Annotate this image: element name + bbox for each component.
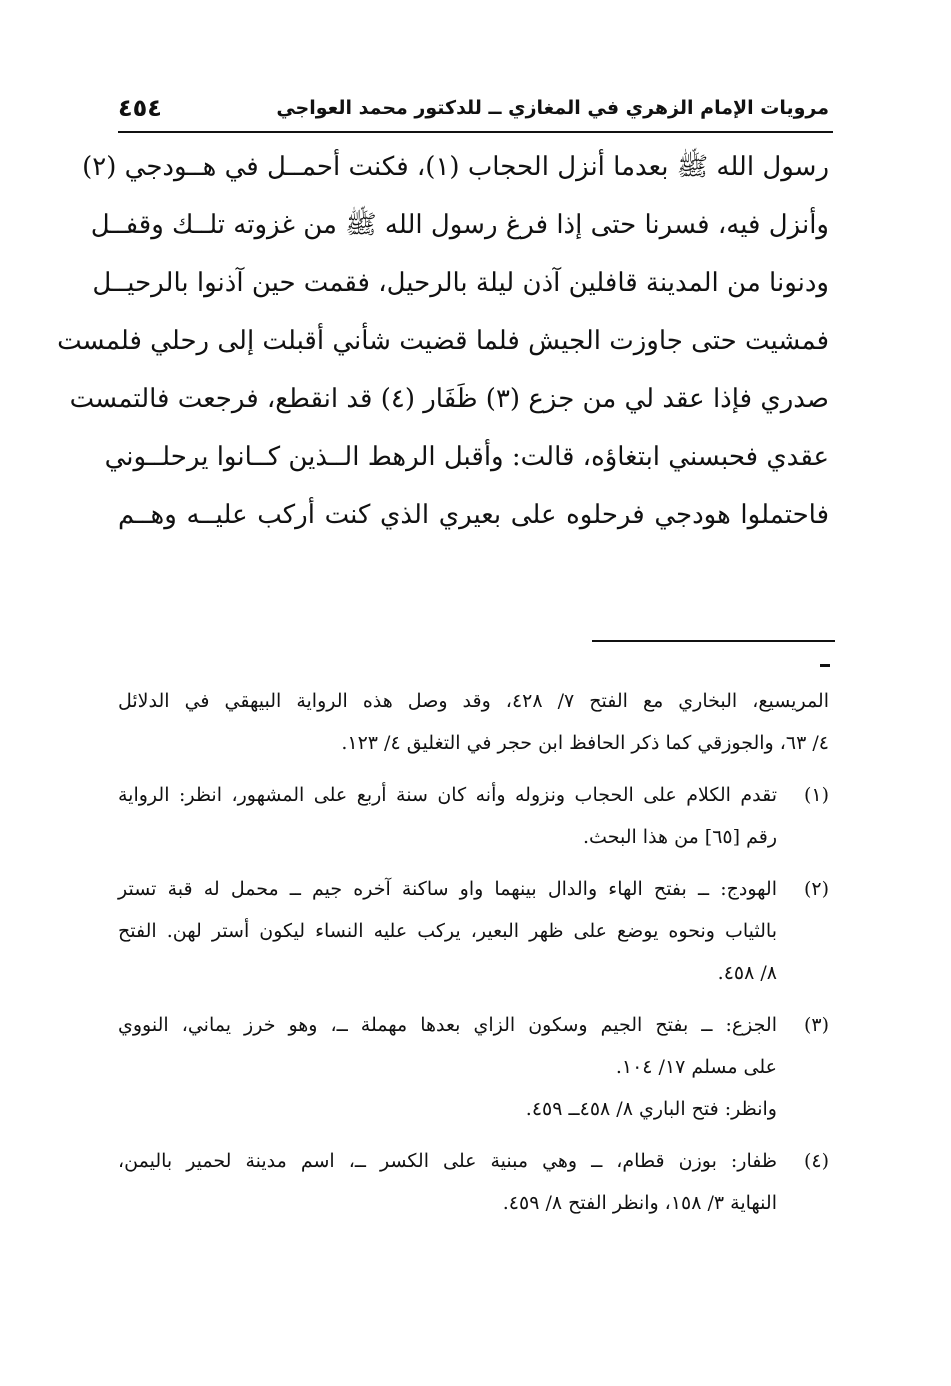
footnote-divider [592, 640, 835, 642]
footnote-line: الجزع: ــ بفتح الجيم وسكون الزاي بعدها مهملة ــ، وهو خرز يماني، النووي [118, 1014, 777, 1036]
footnote-line: بالثياب ونحوه يوضع على ظهر البعير، يركب عليه النساء ليكون أستر لهن. الفتح [118, 920, 777, 942]
header-divider [118, 131, 833, 133]
header-title: مرويات الإمام الزهري في المغازي ــ للدكتور محمد العواجي [276, 97, 829, 119]
body-line: رسول الله ﷺ بعدما أنزل الحجاب (١)، فكنت أحمــل في هــودجي (٢) [82, 152, 829, 182]
footnote-line: رقم [٦٥] من هذا البحث. [583, 826, 777, 848]
footnote-line: ٨/ ٤٥٨. [717, 962, 777, 984]
footnote-4 [118, 1140, 829, 1224]
body-line: ودنونا من المدينة قافلين آذن ليلة بالرحيل، فقمت حين آذنوا بالرحيــل [92, 268, 829, 298]
footnote-line: النهاية ٣/ ١٥٨، وانظر الفتح ٨/ ٤٥٩. [502, 1192, 777, 1214]
footnote-line: المريسيع، البخاري مع الفتح ٧/ ٤٢٨، وقد وصل هذه الرواية البيهقي في الدلائل [118, 690, 829, 712]
footnote-continuation-mark [820, 664, 830, 667]
body-line: فاحتملوا هودجي فرحلوه على بعيري الذي كنت أركب عليــه وهــم [118, 500, 829, 530]
body-line: عقدي فحبسني ابتغاؤه، قالت: وأقبل الرهط الــذين كــانوا يرحلــوني [104, 442, 829, 472]
running-header [118, 88, 829, 128]
footnote-2 [118, 868, 829, 994]
footnote-line: على مسلم ١٧/ ١٠٤. [615, 1056, 777, 1078]
main-text [57, 138, 829, 544]
footnote-line: الهودج: ــ بفتح الهاء والدال بينهما واو ساكنة آخره جيم ــ محمل له قبة تستر [118, 878, 777, 900]
footnote-number: (١) [803, 784, 829, 806]
footnote-3 [118, 1004, 829, 1130]
footnote-line: ٤/ ٦٣، والجوزقي كما ذكر الحافظ ابن حجر في التغليق ٤/ ١٢٣. [341, 732, 829, 754]
body-line: صدري فإذا عقد لي من جزع (٣) ظَفَار (٤) قد انقطع، فرجعت فالتمست [69, 384, 829, 414]
footnote-line: تقدم الكلام على الحجاب ونزوله وأنه كان سنة أربع على المشهور، انظر: الرواية [118, 784, 777, 806]
footnote-line: ظفار: بوزن قطام، ــ وهي مبنية على الكسر ــ، اسم مدينة لحمير باليمن، [118, 1150, 777, 1172]
footnote-line: وانظر: فتح الباري ٨/ ٤٥٨ــ ٤٥٩. [525, 1098, 777, 1120]
footnote-number: (٢) [803, 878, 829, 900]
page-number: ٤٥٤ [118, 94, 162, 122]
footnote-1 [118, 774, 829, 858]
footnote-number: (٣) [803, 1014, 829, 1036]
body-line: وأنزل فيه، فسرنا حتى إذا فرغ رسول الله ﷺ من غزوته تلــك وقفــل [90, 210, 829, 240]
footnote-number: (٤) [803, 1150, 829, 1172]
body-line: فمشيت حتى جاوزت الجيش فلما قضيت شأني أقبلت إلى رحلي فلمست [57, 326, 829, 356]
footnotes [118, 680, 829, 1234]
footnote-continuation [118, 680, 829, 764]
